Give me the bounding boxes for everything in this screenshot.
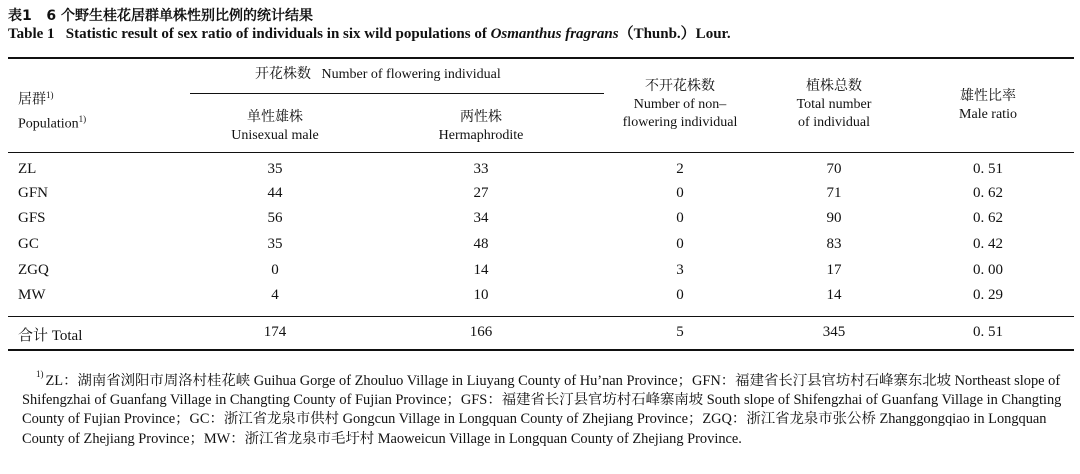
nonflowering-cell: 3 — [676, 262, 684, 278]
ratio-cell: 0. 62 — [973, 210, 1003, 226]
nonflowering-cell: 0 — [676, 210, 684, 226]
population-cell: GC — [18, 236, 39, 252]
total-cell: 14 — [826, 287, 842, 303]
hermaphrodite-cell: 27 — [473, 185, 489, 201]
table-number-cn: 表1 — [8, 8, 32, 24]
table-title-cn: 6 个野生桂花居群单株性别比例的统计结果 — [46, 8, 313, 24]
hermaphrodite-cell: 48 — [473, 236, 489, 252]
flowering-subrule — [190, 93, 604, 94]
total-cell: 17 — [826, 262, 842, 278]
table-number-en: Table 1 — [8, 26, 55, 42]
male-header: 单性雄株 Unisexual male — [231, 110, 319, 143]
population-cell: ZL — [18, 161, 37, 177]
footnote-text: ZL：湖南省浏阳市周洛村桂花峡 Guihua Gorge of Zhouluo Village in Liuyang County of Hu’nan Province；GFN：福建省长汀县官坊村石峰寨东北坡 Northeast slope of Shifengzhai of Guanfang Village in Changting County of Fujian Province；GFS：福建省长汀县官坊村石峰寨南坡 South slope of Shifengzhai of Guanfang Village in Changting County of Fujian Province；GC：浙江省龙泉市供村 Gongcun Village in Longquan County of Zhejiang Province；ZGQ：浙江省龙泉市张公桥 Zhanggongqiao in Longquan County of Zhejiang Province；MW：浙江省龙泉市毛圩村 Maoweicun Village in Longquan County of Zhejiang Province. — [22, 372, 1062, 447]
male-cell: 4 — [271, 287, 279, 303]
hermaphrodite-cell: 10 — [473, 287, 489, 303]
population-cell: MW — [18, 287, 46, 303]
total-header: 植株总数 Total number of individual — [796, 79, 872, 130]
species-name: Osmanthus fragrans — [490, 26, 619, 42]
population-cell: GFS — [18, 210, 46, 226]
nonflowering-cell: 5 — [676, 324, 684, 340]
male-cell: 56 — [267, 210, 283, 226]
total-cell: 71 — [826, 185, 842, 201]
population-cell: ZGQ — [18, 262, 49, 278]
ratio-header: 雄性比率 Male ratio — [959, 89, 1017, 122]
total-rule — [8, 316, 1074, 317]
footnote-mark: 1) — [36, 369, 44, 379]
table-title-en: Statistic result of sex ratio of individuals in six wild populations of — [65, 26, 487, 42]
population-header: 居群$^{1)}$ Population$^{1)}$ — [18, 90, 87, 132]
bottom-rule — [8, 349, 1074, 351]
nonflowering-cell: 0 — [676, 185, 684, 201]
ratio-cell: 0. 62 — [973, 185, 1003, 201]
population-cell: GFN — [18, 185, 49, 201]
hermaphrodite-cell: 34 — [473, 210, 489, 226]
ratio-cell: 0. 51 — [973, 161, 1003, 177]
hermaphrodite-cell: 166 — [469, 324, 493, 340]
total-cell: 70 — [826, 161, 842, 177]
ratio-cell: 0. 51 — [973, 324, 1003, 340]
nonflowering-cell: 0 — [676, 287, 684, 303]
male-cell: 0 — [271, 262, 279, 278]
header-rule — [8, 152, 1074, 153]
table-footnote — [22, 367, 1072, 449]
nonflowering-cell: 2 — [676, 161, 684, 177]
hermaphrodite-header: 两性株 Hermaphrodite — [438, 110, 524, 143]
flowering-header: 开花株数 Number of flowering individual — [255, 67, 501, 82]
male-cell: 35 — [267, 161, 283, 177]
ratio-cell: 0. 29 — [973, 287, 1003, 303]
table-caption-en — [8, 22, 731, 43]
total-cell: 90 — [826, 210, 842, 226]
male-cell: 174 — [263, 324, 287, 340]
total-cell: 345 — [822, 324, 846, 340]
male-cell: 35 — [267, 236, 283, 252]
hermaphrodite-cell: 14 — [473, 262, 489, 278]
top-rule — [8, 57, 1074, 59]
male-cell: 44 — [267, 185, 283, 201]
total-cell: 83 — [826, 236, 842, 252]
nonflowering-cell: 0 — [676, 236, 684, 252]
population-cell: 合计 Total — [18, 328, 83, 344]
ratio-cell: 0. 42 — [973, 236, 1003, 252]
ratio-cell: 0. 00 — [973, 262, 1003, 278]
nonflowering-header: 不开花株数 Number of non– flowering individual — [622, 79, 738, 130]
species-authority: （Thunb.）Lour. — [618, 26, 731, 42]
hermaphrodite-cell: 33 — [473, 161, 489, 177]
